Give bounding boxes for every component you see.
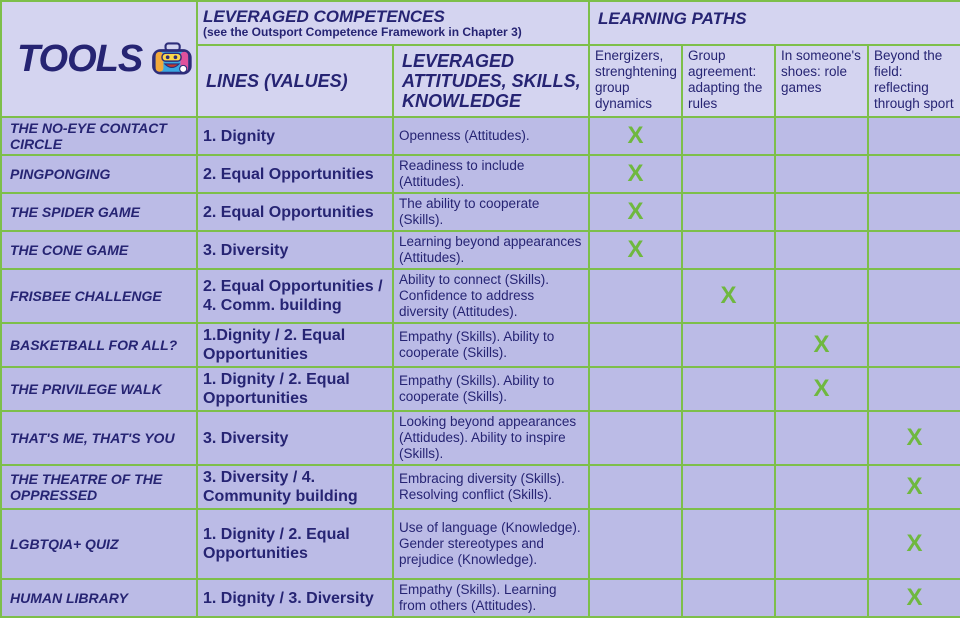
path-cell [868, 117, 960, 155]
tools-title: TOOLS [17, 37, 143, 80]
table-row [1, 269, 960, 323]
path-cell [589, 117, 682, 155]
line-value: 2. Equal Opportunities [197, 155, 393, 193]
path-header-beyond-the-field: Beyond the field: reflecting through sport [868, 45, 960, 117]
path-cell [868, 367, 960, 411]
learning-paths-header [589, 1, 960, 45]
check-mark: X [627, 236, 644, 263]
check-mark: X [906, 424, 923, 451]
tool-name: BASKETBALL FOR ALL? [1, 323, 197, 367]
path-cell [868, 231, 960, 269]
path-cell [775, 193, 868, 231]
check-mark: X [906, 530, 923, 557]
path-cell [775, 323, 868, 367]
path-cell [682, 411, 775, 465]
leveraged-competences-header [197, 1, 589, 45]
leveraged-competences-title: LEVERAGED COMPETENCES [203, 7, 445, 26]
learning-paths-title: LEARNING PATHS [598, 9, 747, 28]
tool-name: THE CONE GAME [1, 231, 197, 269]
table-row [1, 411, 960, 465]
tools-header-cell [1, 1, 197, 117]
tool-name: THE SPIDER GAME [1, 193, 197, 231]
path-cell [589, 465, 682, 509]
path-cell [868, 579, 960, 617]
leveraged-skills: Openness (Attitudes). [393, 117, 589, 155]
path-cell [868, 269, 960, 323]
path-cell [589, 579, 682, 617]
tool-name: LGBTQIA+ QUIZ [1, 509, 197, 579]
line-value: 1. Dignity / 3. Diversity [197, 579, 393, 617]
attitudes-skills-knowledge-header: LEVERAGED ATTITUDES, SKILLS, KNOWLEDGE [393, 45, 589, 117]
check-mark: X [627, 160, 644, 187]
leveraged-skills: Readiness to include (Attitudes). [393, 155, 589, 193]
table-row [1, 465, 960, 509]
line-value: 1. Dignity [197, 117, 393, 155]
tool-name: HUMAN LIBRARY [1, 579, 197, 617]
path-cell [868, 193, 960, 231]
path-cell [775, 579, 868, 617]
sports-bag-mascot-icon [150, 31, 194, 87]
path-cell [589, 269, 682, 323]
path-header-group-agreement: Group agreement: adapting the rules [682, 45, 775, 117]
line-value: 2. Equal Opportunities [197, 193, 393, 231]
table-row [1, 117, 960, 155]
path-cell [868, 411, 960, 465]
line-value: 1. Dignity / 2. Equal Opportunities [197, 509, 393, 579]
line-value: 3. Diversity [197, 411, 393, 465]
lines-values-header: LINES (VALUES) [197, 45, 393, 117]
path-cell [868, 465, 960, 509]
check-mark: X [720, 282, 737, 309]
check-mark: X [627, 122, 644, 149]
check-mark: X [627, 198, 644, 225]
path-cell [589, 155, 682, 193]
path-cell [775, 269, 868, 323]
path-cell [868, 323, 960, 367]
leveraged-skills: Looking beyond appearances (Attidudes). Ability to inspire (Skills). [393, 411, 589, 465]
path-cell [682, 117, 775, 155]
table-row [1, 579, 960, 617]
path-cell [775, 367, 868, 411]
line-value: 3. Diversity / 4. Community building [197, 465, 393, 509]
check-mark: X [813, 375, 830, 402]
path-header-energizers: Energizers, strenghtening group dynamics [589, 45, 682, 117]
path-cell [775, 231, 868, 269]
tool-name: THE NO-EYE CONTACT CIRCLE [1, 117, 197, 155]
leveraged-skills: Use of language (Knowledge). Gender stereotypes and prejudice (Knowledge). [393, 509, 589, 579]
path-cell [589, 367, 682, 411]
path-cell [589, 231, 682, 269]
path-cell [775, 155, 868, 193]
leveraged-competences-subtitle: (see the Outsport Competence Framework in Chapter 3) [203, 25, 522, 39]
path-cell [682, 323, 775, 367]
path-cell [682, 269, 775, 323]
leveraged-skills: Ability to connect (Skills). Confidence to address diversity (Attitudes). [393, 269, 589, 323]
table-row [1, 367, 960, 411]
path-cell [589, 193, 682, 231]
path-header-someones-shoes: In someone's shoes: role games [775, 45, 868, 117]
table-row [1, 155, 960, 193]
table-row [1, 509, 960, 579]
path-cell [589, 323, 682, 367]
path-cell [589, 411, 682, 465]
path-cell [775, 117, 868, 155]
tool-name: THE THEATRE OF THE OPPRESSED [1, 465, 197, 509]
path-cell [682, 509, 775, 579]
tool-name: FRISBEE CHALLENGE [1, 269, 197, 323]
check-mark: X [906, 473, 923, 500]
line-value: 1. Dignity / 2. Equal Opportunities [197, 367, 393, 411]
check-mark: X [906, 584, 923, 611]
leveraged-skills: Embracing diversity (Skills). Resolving conflict (Skills). [393, 465, 589, 509]
check-mark: X [813, 331, 830, 358]
leveraged-skills: The ability to cooperate (Skills). [393, 193, 589, 231]
leveraged-skills: Empathy (Skills). Ability to cooperate (Skills). [393, 367, 589, 411]
line-value: 3. Diversity [197, 231, 393, 269]
line-value: 1.Dignity / 2. Equal Opportunities [197, 323, 393, 367]
tool-name: THE PRIVILEGE WALK [1, 367, 197, 411]
path-cell [682, 155, 775, 193]
path-cell [682, 367, 775, 411]
path-cell [682, 231, 775, 269]
tool-name: THAT'S ME, THAT'S YOU [1, 411, 197, 465]
path-cell [775, 411, 868, 465]
leveraged-skills: Empathy (Skills). Ability to cooperate (Skills). [393, 323, 589, 367]
path-cell [868, 509, 960, 579]
table-row [1, 323, 960, 367]
line-value: 2. Equal Opportunities / 4. Comm. building [197, 269, 393, 323]
table-row [1, 231, 960, 269]
table-row [1, 193, 960, 231]
path-cell [682, 579, 775, 617]
leveraged-skills: Empathy (Skills). Learning from others (Attitudes). [393, 579, 589, 617]
leveraged-skills: Learning beyond appearances (Attitudes). [393, 231, 589, 269]
path-cell [682, 465, 775, 509]
tool-name: PINGPONGING [1, 155, 197, 193]
path-cell [589, 509, 682, 579]
path-cell [682, 193, 775, 231]
path-cell [775, 465, 868, 509]
path-cell [868, 155, 960, 193]
path-cell [775, 509, 868, 579]
